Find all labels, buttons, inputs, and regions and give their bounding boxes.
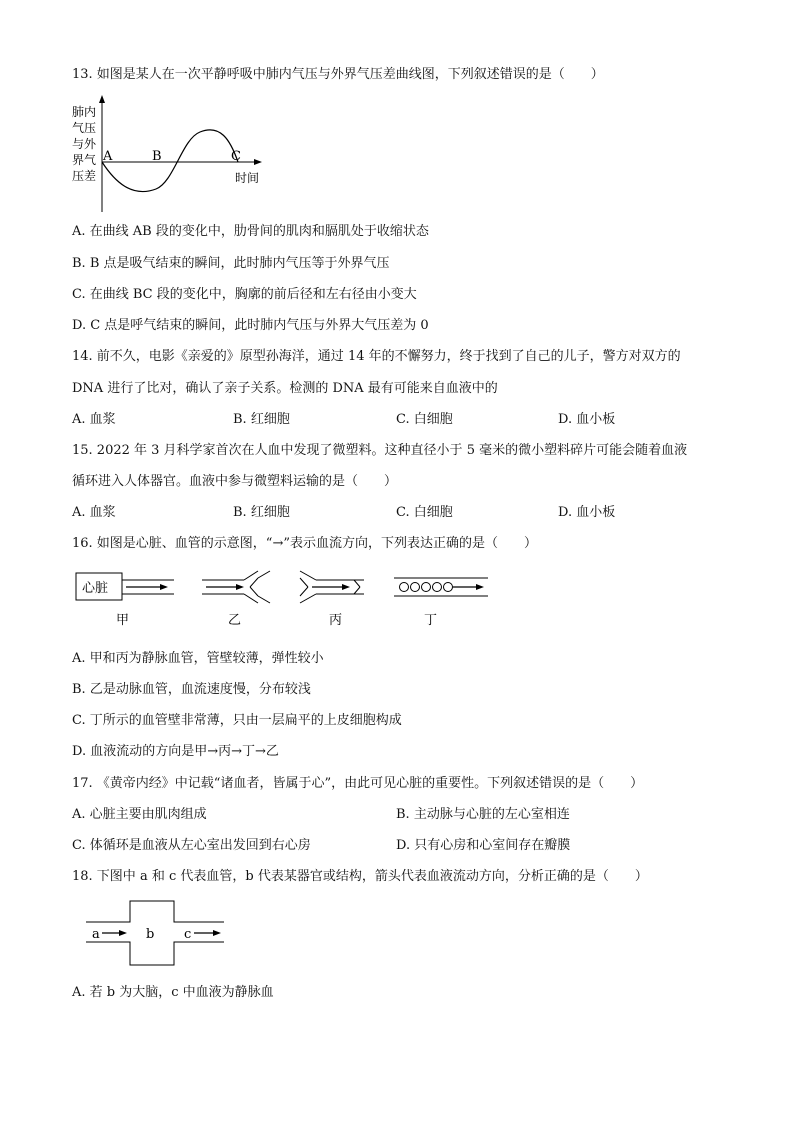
q16-vessels-figure (72, 566, 502, 636)
point-b-label: B (152, 149, 162, 164)
q13-pressure-curve-figure (70, 94, 270, 214)
q14-option-a[interactable]: A. 血浆 (72, 412, 116, 427)
q17-stem: 17. 《黄帝内经》中记载“诸血者，皆属于心”，由此可见心脏的重要性。下列叙述错误的是（ ） (72, 776, 644, 791)
q15-option-c[interactable]: C. 白细胞 (396, 505, 453, 520)
q15-stem-line2: 循环进入人体器官。血液中参与微塑料运输的是（ ） (72, 474, 398, 489)
q13-option-b[interactable]: B. B 点是吸气结束的瞬间，此时肺内气压等于外界气压 (72, 256, 390, 271)
x-axis-arrow (254, 159, 262, 165)
q15-option-d[interactable]: D. 血小板 (558, 505, 616, 520)
q13-option-a[interactable]: A. 在曲线 AB 段的变化中，肋骨间的肌肉和膈肌处于收缩状态 (72, 224, 429, 239)
point-c-label: C (231, 149, 241, 164)
y-label-line3: 与外 (72, 137, 97, 151)
q18-option-a[interactable]: A. 若 b 为大脑，c 中血液为静脉血 (72, 985, 274, 1000)
q14-option-d[interactable]: D. 血小板 (558, 412, 616, 427)
q13-option-c[interactable]: C. 在曲线 BC 段的变化中，胸廓的前后径和左右径由小变大 (72, 287, 417, 302)
q17-option-a[interactable]: A. 心脏主要由肌肉组成 (72, 807, 207, 822)
q15-option-b[interactable]: B. 红细胞 (233, 505, 290, 520)
q17-option-c[interactable]: C. 体循环是血液从左心室出发回到右心房 (72, 838, 311, 853)
q15-stem-line1: 15. 2022 年 3 月科学家首次在人血中发现了微塑料。这种直径小于 5 毫米的微小塑料碎片可能会随着血液 (72, 443, 688, 458)
heart-box-label: 心脏 (82, 581, 109, 596)
y-label-line1: 肺内 (72, 105, 97, 119)
q14-option-c[interactable]: C. 白细胞 (396, 412, 453, 427)
q16-stem: 16. 如图是心脏、血管的示意图，“→”表示血流方向，下列表达正确的是（ ） (72, 536, 537, 551)
q13-stem: 13. 如图是某人在一次平静呼吸中肺内气压与外界气压差曲线图，下列叙述错误的是（ ） (72, 67, 604, 82)
q16-option-c[interactable]: C. 丁所示的血管壁非常薄，只由一层扁平的上皮细胞构成 (72, 713, 402, 728)
y-label-line2: 气压 (72, 121, 97, 135)
label-bing: 丙 (329, 613, 343, 628)
q16-option-d[interactable]: D. 血液流动的方向是甲→丙→丁→乙 (72, 744, 279, 759)
label-a: a (92, 927, 100, 942)
label-yi: 乙 (228, 613, 242, 628)
q13-option-d[interactable]: D. C 点是呼气结束的瞬间，此时肺内气压与外界大气压差为 0 (72, 318, 429, 333)
x-label: 时间 (235, 171, 260, 185)
q18-stem: 18. 下图中 a 和 c 代表血管，b 代表某器官或结构，箭头代表血液流动方向，分析正确的是（ ） (72, 869, 648, 884)
label-jia: 甲 (116, 613, 130, 628)
q14-stem-line1: 14. 前不久，电影《亲爱的》原型孙海洋，通过 14 年的不懈努力，终于找到了自己的儿子，警方对双方的 (72, 349, 681, 364)
y-axis-arrow (99, 95, 105, 103)
label-c: c (184, 927, 192, 942)
y-label-line4: 界气 (72, 153, 97, 167)
q18-vessel-organ-figure (84, 897, 244, 969)
q17-option-b[interactable]: B. 主动脉与心脏的左心室相连 (396, 807, 570, 822)
q15-option-a[interactable]: A. 血浆 (72, 505, 116, 520)
q14-option-b[interactable]: B. 红细胞 (233, 412, 290, 427)
q17-option-d[interactable]: D. 只有心房和心室间存在瓣膜 (396, 838, 571, 853)
q16-option-b[interactable]: B. 乙是动脉血管，血流速度慢，分布较浅 (72, 682, 311, 697)
y-label-line5: 压差 (72, 169, 97, 183)
label-ding: 丁 (424, 613, 438, 628)
point-a-label: A (103, 149, 113, 164)
q14-stem-line2: DNA 进行了比对，确认了亲子关系。检测的 DNA 最有可能来自血液中的 (72, 381, 498, 396)
pressure-curve (102, 130, 238, 192)
label-b: b (146, 927, 155, 942)
q16-option-a[interactable]: A. 甲和丙为静脉血管，管壁较薄，弹性较小 (72, 651, 324, 666)
